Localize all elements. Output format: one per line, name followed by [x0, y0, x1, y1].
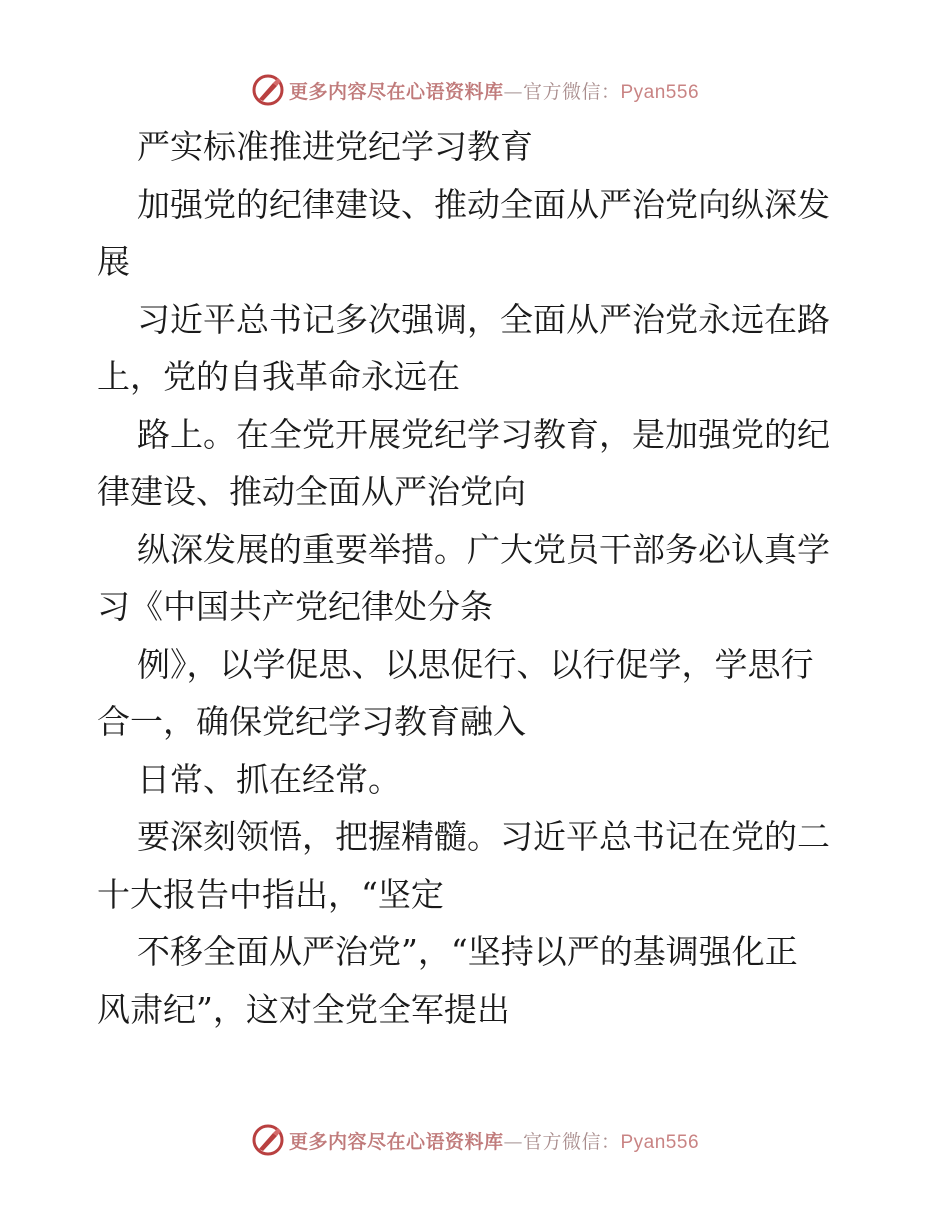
- watermark-wechat-label: 官方微信：: [522, 80, 621, 103]
- watermark-separator: —: [503, 80, 523, 103]
- pen-logo-icon: [251, 73, 285, 107]
- watermark-text: [289, 1127, 699, 1154]
- pen-logo-icon: [251, 1123, 285, 1157]
- paragraph-line: 例》，以学促思、以思促行、以行促学，学思行: [137, 644, 814, 684]
- paragraph-line: 要深刻领悟，把握精髓。习近平总书记在党的二: [137, 817, 830, 856]
- paragraph-line: 纵深发展的重要举措。广大党员干部务必认真学: [137, 529, 830, 569]
- paragraph-line: 日常、抓在经常。: [137, 759, 401, 799]
- paragraph-line: 加强党的纪律建设、推动全面从严治党向纵深发: [137, 184, 830, 224]
- paragraph-line: 展: [97, 242, 130, 281]
- watermark-wechat-label: 官方微信：: [522, 1130, 621, 1153]
- paragraph-line: 习近平总书记多次强调，全面从严治党永远在路: [137, 299, 830, 339]
- paragraph-line: 习《中国共产党纪律处分条: [97, 587, 493, 626]
- watermark-wechat-id: Pyan556: [620, 81, 700, 103]
- paragraph: [97, 291, 853, 406]
- paragraph-line: 律建设、推动全面从严治党向: [97, 472, 526, 511]
- watermark-brand: 更多内容尽在心语资料库: [288, 80, 504, 103]
- watermark-footer: [0, 1120, 950, 1160]
- paragraph: [97, 923, 853, 1038]
- watermark-wechat-id: Pyan556: [620, 1131, 700, 1153]
- paragraph: [97, 636, 853, 751]
- paragraph: [97, 118, 853, 176]
- paragraph-line: 上，党的自我革命永远在: [97, 357, 460, 396]
- paragraph: [97, 808, 853, 923]
- paragraph: [97, 406, 853, 521]
- watermark-header: [0, 70, 950, 110]
- paragraph-line: 严实标准推进党纪学习教育: [137, 127, 533, 166]
- paragraph-line: 风肃纪”，这对全党全军提出: [97, 989, 510, 1029]
- paragraph: [97, 176, 853, 291]
- document-body: [97, 118, 853, 1038]
- watermark-text: [289, 77, 699, 104]
- watermark-separator: —: [503, 1130, 523, 1153]
- paragraph-line: 十大报告中指出，“坚定: [97, 874, 444, 914]
- paragraph: [97, 751, 853, 809]
- watermark-brand: 更多内容尽在心语资料库: [288, 1130, 504, 1153]
- paragraph-line: 合一，确保党纪学习教育融入: [97, 702, 526, 741]
- paragraph: [97, 521, 853, 636]
- paragraph-line: 不移全面从严治党”，“坚持以严的基调强化正: [137, 932, 798, 971]
- paragraph-line: 路上。在全党开展党纪学习教育，是加强党的纪: [137, 414, 830, 454]
